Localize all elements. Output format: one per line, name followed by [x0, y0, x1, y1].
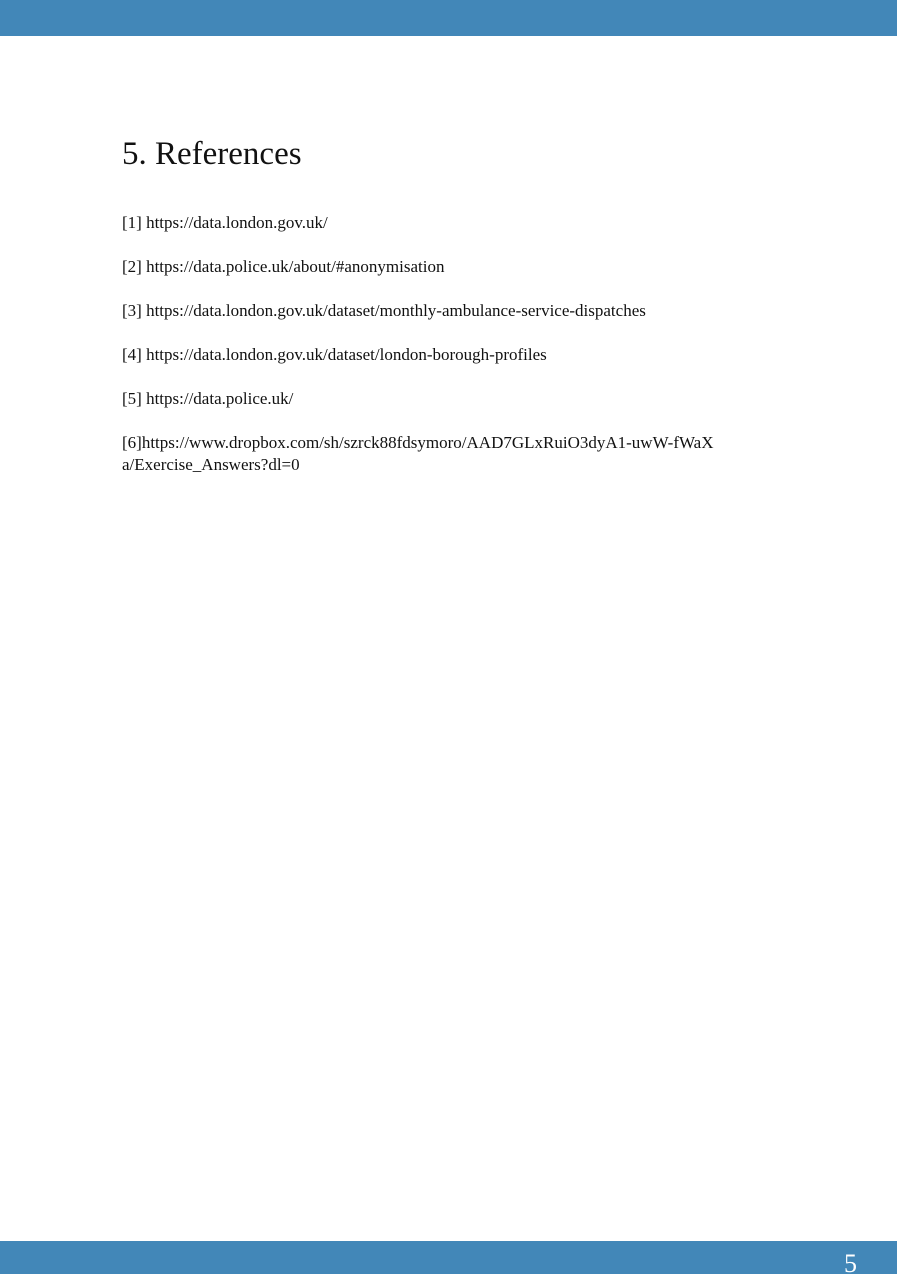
reference-item: [3] https://data.london.gov.uk/dataset/monthly-ambulance-service-dispatches	[122, 301, 646, 320]
footer-band	[0, 1241, 897, 1274]
reference-item: [2] https://data.police.uk/about/#anonymisation	[122, 257, 445, 276]
header-band	[0, 0, 897, 36]
reference-item: [4] https://data.london.gov.uk/dataset/london-borough-profiles	[122, 345, 547, 364]
page-number: 5	[844, 1249, 857, 1274]
reference-item: [1] https://data.london.gov.uk/	[122, 213, 328, 232]
reference-list	[122, 212, 722, 498]
reference-item: [6]https://www.dropbox.com/sh/szrck88fdsymoro/AAD7GLxRuiO3dyA1-uwW-fWaXa/Exercise_Answers?dl=0	[122, 433, 714, 474]
reference-item: [5] https://data.police.uk/	[122, 389, 294, 408]
section-heading: 5. References	[122, 136, 302, 172]
